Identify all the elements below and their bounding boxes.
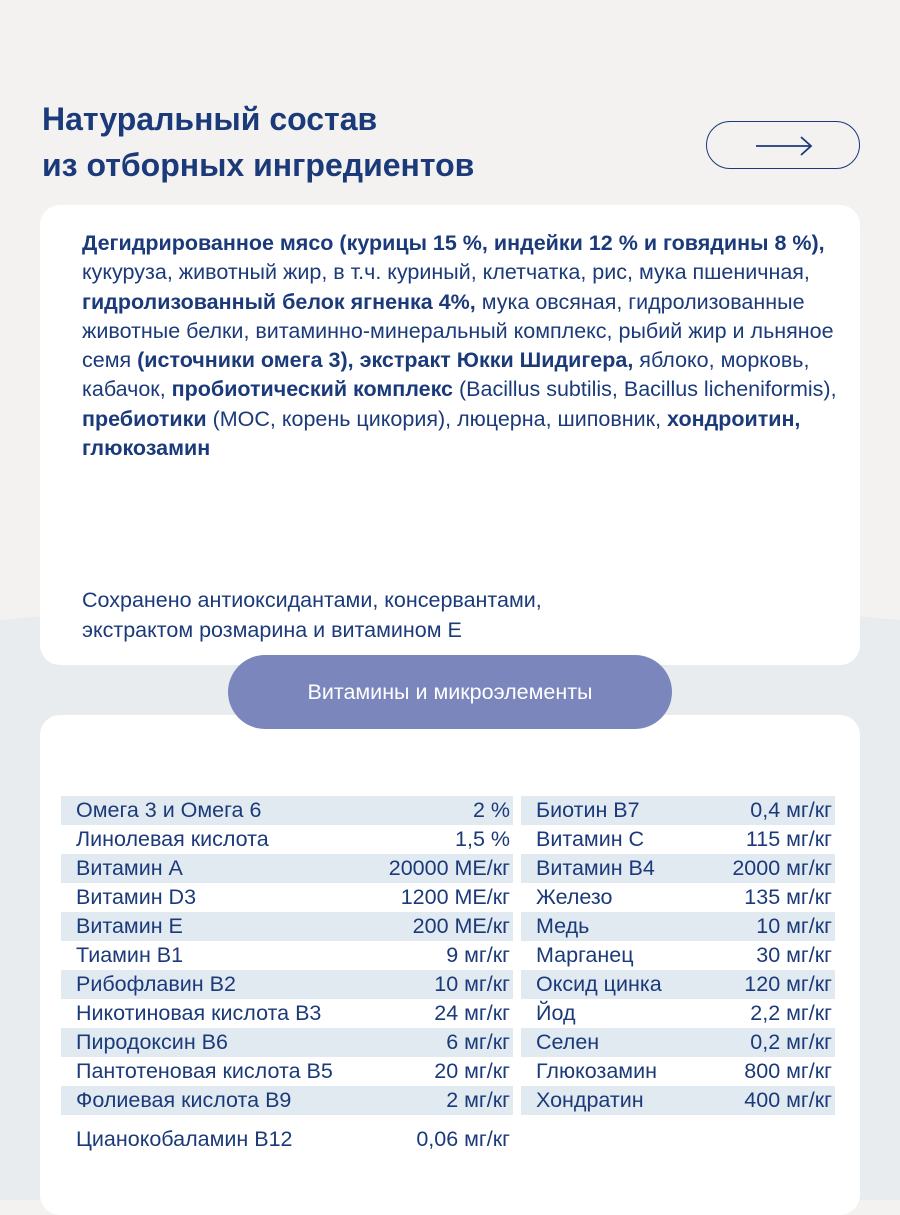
table-row <box>61 970 513 999</box>
table-row <box>521 1057 835 1086</box>
vitamin-name: Марганец <box>536 943 634 967</box>
vitamin-name: Омега 3 и Омега 6 <box>76 798 262 822</box>
vitamin-value: 800 мг/кг <box>744 1059 832 1083</box>
vitamin-value: 135 мг/кг <box>744 885 832 909</box>
vitamin-value: 10 мг/кг <box>756 914 832 938</box>
preserved-line-2: экстрактом розмарина и витамином Е <box>82 618 462 642</box>
vitamin-name: Хондратин <box>536 1088 644 1112</box>
vitamin-name: Йод <box>536 1001 576 1025</box>
preserved-note <box>82 585 842 645</box>
vitamin-name: Витамин А <box>76 856 183 880</box>
vitamins-card <box>40 715 860 1215</box>
vitamins-left-column <box>61 796 513 1154</box>
ingredient-highlight-chondroitin: хондроитин, глюкозамин <box>82 406 801 461</box>
ingredient-text-5: (МОС, корень цикория), люцерна, шиповник, <box>206 406 668 431</box>
table-row <box>61 825 513 854</box>
vitamin-name: Глюкозамин <box>536 1059 657 1083</box>
ingredient-highlight-prebiotic: пребиотики <box>82 406 207 431</box>
vitamin-name: Пантотеновая кислота В5 <box>76 1059 333 1083</box>
table-row <box>61 1028 513 1057</box>
vitamin-value: 10 мг/кг <box>434 972 510 996</box>
vitamin-value: 6 мг/кг <box>446 1030 510 1054</box>
table-row <box>61 1057 513 1086</box>
vitamin-name: Витамин Е <box>76 914 183 938</box>
vitamin-name: Цианокобаламин В12 <box>76 1126 293 1151</box>
table-row <box>521 796 835 825</box>
next-button[interactable] <box>706 121 860 169</box>
table-row <box>61 1124 513 1154</box>
vitamin-name: Витамин D3 <box>76 885 197 909</box>
vitamin-name: Пиродоксин В6 <box>76 1030 228 1054</box>
vitamin-name: Фолиевая кислота В9 <box>76 1088 292 1112</box>
vitamin-value: 20000 МЕ/кг <box>388 856 510 880</box>
table-row <box>521 941 835 970</box>
vitamin-value: 2 % <box>472 798 510 822</box>
ingredients-text <box>82 229 842 463</box>
ingredient-text-1: кукуруза, животный жир, в т.ч. куриный, клетчатка, рис, мука пшеничная, <box>82 260 810 285</box>
arrow-right-icon <box>755 135 813 157</box>
vitamin-name: Оксид цинка <box>536 972 662 996</box>
vitamin-value: 120 мг/кг <box>744 972 832 996</box>
vitamin-name: Витамин С <box>536 827 645 851</box>
vitamin-name: Никотиновая кислота В3 <box>76 1001 322 1025</box>
ingredient-text-4: (Bacillus subtilis, Bacillus licheniformis), <box>453 377 837 402</box>
table-row <box>61 912 513 941</box>
vitamin-value: 0,06 мг/кг <box>416 1126 510 1151</box>
ingredient-highlight-lamb: гидролизованный белок ягненка 4%, <box>82 289 476 314</box>
table-row <box>521 912 835 941</box>
table-row <box>61 796 513 825</box>
ingredient-highlight-meat: Дегидрированное мясо (курицы 15 %, индейки 12 % и говядины 8 %), <box>82 231 825 255</box>
title-line-1: Натуральный состав <box>42 101 378 137</box>
vitamin-value: 2 мг/кг <box>446 1088 510 1112</box>
table-row <box>521 1086 835 1115</box>
vitamin-value: 24 мг/кг <box>434 1001 510 1025</box>
ingredient-highlight-omega: (источники омега 3), экстракт Юкки Шидигера, <box>137 348 634 373</box>
vitamin-value: 1200 МЕ/кг <box>400 885 510 909</box>
table-row <box>521 970 835 999</box>
vitamin-name: Линолевая кислота <box>76 827 269 851</box>
vitamin-value: 2,2 мг/кг <box>750 1001 832 1025</box>
vitamins-right-column <box>521 796 835 1115</box>
vitamin-value: 115 мг/кг <box>745 827 832 851</box>
vitamins-section-label: Витамины и микроэлементы <box>228 655 672 729</box>
ingredient-highlight-probiotic: пробиотический комплекс <box>171 377 454 402</box>
vitamin-value: 200 МЕ/кг <box>412 914 510 938</box>
vitamin-name: Витамин В4 <box>536 856 655 880</box>
vitamin-value: 0,4 мг/кг <box>750 798 832 822</box>
page-title <box>42 96 474 188</box>
table-row <box>61 941 513 970</box>
vitamin-value: 30 мг/кг <box>756 943 832 967</box>
vitamin-value: 0,2 мг/кг <box>750 1030 832 1054</box>
vitamin-name: Рибофлавин В2 <box>76 972 236 996</box>
table-row <box>521 883 835 912</box>
table-row <box>521 1028 835 1057</box>
vitamin-value: 2000 мг/кг <box>732 856 832 880</box>
table-row <box>521 999 835 1028</box>
vitamin-value: 20 мг/кг <box>434 1059 510 1083</box>
vitamin-value: 1,5 % <box>455 827 510 851</box>
vitamin-value: 400 мг/кг <box>744 1088 832 1112</box>
ingredient-text-3: яблоко, морковь, кабачок, <box>82 348 810 402</box>
table-row <box>521 825 835 854</box>
ingredient-text-2: мука овсяная, гидролизованные животные белки, витаминно-минеральный комплекс, рыбий жир и льняное семя <box>82 289 834 373</box>
ingredients-card <box>40 205 860 665</box>
vitamin-name: Медь <box>536 914 590 938</box>
vitamin-name: Биотин В7 <box>536 798 640 822</box>
preserved-line-1: Сохранено антиоксидантами, консервантами, <box>82 588 542 612</box>
table-row <box>521 854 835 883</box>
vitamin-name: Железо <box>536 885 613 909</box>
vitamin-value: 9 мг/кг <box>446 943 510 967</box>
title-line-2: из отборных ингредиентов <box>42 147 475 183</box>
table-row <box>61 999 513 1028</box>
vitamin-name: Селен <box>536 1030 600 1054</box>
vitamin-name: Тиамин В1 <box>76 943 184 967</box>
table-row <box>61 854 513 883</box>
table-row <box>61 883 513 912</box>
table-row <box>61 1086 513 1115</box>
